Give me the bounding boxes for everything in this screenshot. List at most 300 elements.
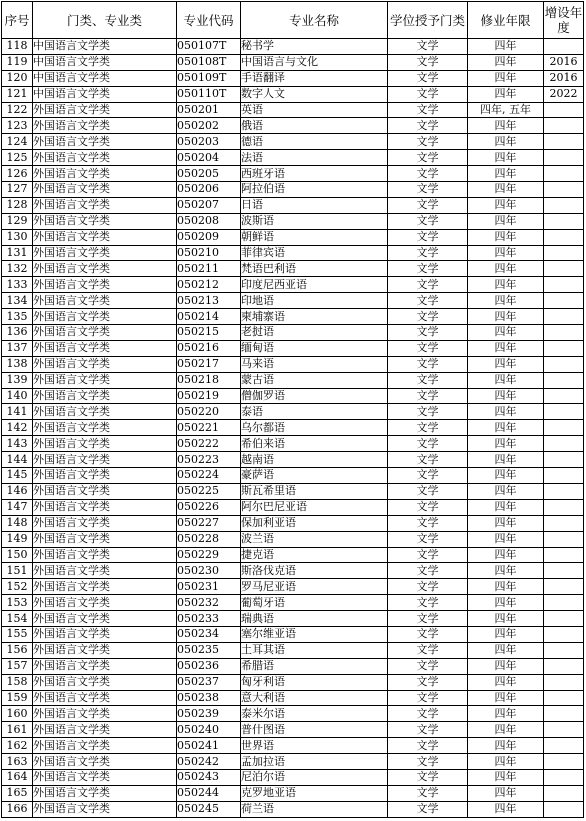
cell-code: 050107T (177, 39, 241, 55)
table-row (2, 277, 584, 293)
cell-code: 050204 (177, 150, 241, 166)
cell-degree: 文学 (388, 658, 468, 674)
table-row (2, 452, 584, 468)
cell-seq: 122 (2, 102, 33, 118)
cell-category: 外国语言文学类 (33, 801, 177, 817)
cell-duration: 四年 (468, 531, 544, 547)
cell-seq: 151 (2, 563, 33, 579)
cell-seq: 128 (2, 197, 33, 213)
cell-code: 050203 (177, 134, 241, 150)
cell-duration: 四年 (468, 340, 544, 356)
cell-seq: 157 (2, 658, 33, 674)
table-row (2, 102, 584, 118)
cell-degree: 文学 (388, 515, 468, 531)
cell-year (544, 658, 584, 674)
cell-duration: 四年 (468, 595, 544, 611)
cell-category: 外国语言文学类 (33, 706, 177, 722)
cell-code: 050210 (177, 245, 241, 261)
cell-code: 050237 (177, 674, 241, 690)
table-row (2, 356, 584, 372)
cell-duration: 四年 (468, 690, 544, 706)
table-row (2, 642, 584, 658)
cell-seq: 146 (2, 483, 33, 499)
cell-code: 050228 (177, 531, 241, 547)
cell-year (544, 769, 584, 785)
cell-degree: 文学 (388, 579, 468, 595)
cell-name: 孟加拉语 (241, 754, 388, 770)
cell-degree: 文学 (388, 452, 468, 468)
table-row (2, 293, 584, 309)
cell-code: 050226 (177, 499, 241, 515)
cell-category: 外国语言文学类 (33, 595, 177, 611)
cell-category: 外国语言文学类 (33, 261, 177, 277)
cell-code: 050109T (177, 70, 241, 86)
cell-category: 外国语言文学类 (33, 611, 177, 627)
table-row (2, 404, 584, 420)
cell-seq: 127 (2, 182, 33, 198)
cell-degree: 文学 (388, 213, 468, 229)
cell-category: 中国语言文学类 (33, 86, 177, 102)
cell-year: 2016 (544, 54, 584, 70)
cell-degree: 文学 (388, 483, 468, 499)
table-row (2, 420, 584, 436)
cell-name: 普什图语 (241, 722, 388, 738)
cell-code: 050235 (177, 642, 241, 658)
cell-category: 外国语言文学类 (33, 754, 177, 770)
cell-seq: 161 (2, 722, 33, 738)
cell-degree: 文学 (388, 309, 468, 325)
cell-degree: 文学 (388, 182, 468, 198)
cell-degree: 文学 (388, 245, 468, 261)
cell-category: 外国语言文学类 (33, 674, 177, 690)
cell-degree: 文学 (388, 356, 468, 372)
table-row (2, 674, 584, 690)
cell-name: 意大利语 (241, 690, 388, 706)
cell-name: 波斯语 (241, 213, 388, 229)
cell-degree: 文学 (388, 229, 468, 245)
cell-degree: 文学 (388, 150, 468, 166)
table-row (2, 785, 584, 801)
table-row (2, 706, 584, 722)
cell-category: 外国语言文学类 (33, 229, 177, 245)
cell-category: 外国语言文学类 (33, 515, 177, 531)
cell-year: 2016 (544, 70, 584, 86)
table-row (2, 261, 584, 277)
cell-category: 中国语言文学类 (33, 54, 177, 70)
cell-degree: 文学 (388, 738, 468, 754)
cell-name: 乌尔都语 (241, 420, 388, 436)
cell-code: 050110T (177, 86, 241, 102)
cell-name: 斯洛伐克语 (241, 563, 388, 579)
cell-year (544, 277, 584, 293)
cell-code: 050217 (177, 356, 241, 372)
table-row (2, 118, 584, 134)
table-row (2, 754, 584, 770)
cell-duration: 四年 (468, 674, 544, 690)
cell-seq: 139 (2, 372, 33, 388)
cell-degree: 文学 (388, 325, 468, 341)
cell-year (544, 229, 584, 245)
cell-duration: 四年 (468, 563, 544, 579)
cell-code: 050232 (177, 595, 241, 611)
cell-year (544, 436, 584, 452)
cell-name: 中国语言与文化 (241, 54, 388, 70)
cell-name: 葡萄牙语 (241, 595, 388, 611)
cell-year (544, 134, 584, 150)
cell-seq: 131 (2, 245, 33, 261)
cell-duration: 四年 (468, 452, 544, 468)
cell-seq: 121 (2, 86, 33, 102)
cell-seq: 118 (2, 39, 33, 55)
cell-seq: 153 (2, 595, 33, 611)
cell-year (544, 293, 584, 309)
cell-code: 050221 (177, 420, 241, 436)
cell-name: 西班牙语 (241, 166, 388, 182)
cell-category: 外国语言文学类 (33, 182, 177, 198)
cell-year (544, 102, 584, 118)
cell-year (544, 642, 584, 658)
table-row (2, 515, 584, 531)
cell-code: 050208 (177, 213, 241, 229)
header-duration: 修业年限 (468, 2, 544, 39)
cell-seq: 125 (2, 150, 33, 166)
cell-year (544, 197, 584, 213)
cell-duration: 四年 (468, 611, 544, 627)
cell-duration: 四年 (468, 150, 544, 166)
cell-degree: 文学 (388, 531, 468, 547)
cell-category: 外国语言文学类 (33, 325, 177, 341)
cell-seq: 148 (2, 515, 33, 531)
table-row (2, 229, 584, 245)
cell-category: 外国语言文学类 (33, 579, 177, 595)
cell-duration: 四年 (468, 468, 544, 484)
cell-code: 050242 (177, 754, 241, 770)
cell-year (544, 690, 584, 706)
cell-duration: 四年 (468, 738, 544, 754)
cell-category: 外国语言文学类 (33, 785, 177, 801)
cell-duration: 四年 (468, 309, 544, 325)
cell-seq: 147 (2, 499, 33, 515)
cell-code: 050236 (177, 658, 241, 674)
cell-degree: 文学 (388, 372, 468, 388)
cell-duration: 四年 (468, 483, 544, 499)
cell-degree: 文学 (388, 674, 468, 690)
table-header (2, 2, 584, 39)
cell-category: 外国语言文学类 (33, 499, 177, 515)
table-row (2, 690, 584, 706)
table-row (2, 54, 584, 70)
table-row (2, 531, 584, 547)
table-row (2, 499, 584, 515)
cell-degree: 文学 (388, 499, 468, 515)
cell-seq: 144 (2, 452, 33, 468)
cell-code: 050213 (177, 293, 241, 309)
table-row (2, 801, 584, 817)
cell-category: 外国语言文学类 (33, 293, 177, 309)
cell-category: 外国语言文学类 (33, 102, 177, 118)
cell-name: 手语翻译 (241, 70, 388, 86)
cell-name: 印地语 (241, 293, 388, 309)
header-category: 门类、专业类 (33, 2, 177, 39)
cell-name: 捷克语 (241, 547, 388, 563)
cell-category: 外国语言文学类 (33, 738, 177, 754)
header-degree: 学位授予门类 (388, 2, 468, 39)
cell-duration: 四年 (468, 801, 544, 817)
cell-year (544, 801, 584, 817)
cell-name: 阿拉伯语 (241, 182, 388, 198)
table-row (2, 595, 584, 611)
cell-seq: 134 (2, 293, 33, 309)
cell-name: 泰米尔语 (241, 706, 388, 722)
cell-seq: 163 (2, 754, 33, 770)
cell-duration: 四年 (468, 356, 544, 372)
cell-degree: 文学 (388, 293, 468, 309)
cell-seq: 130 (2, 229, 33, 245)
cell-name: 阿尔巴尼亚语 (241, 499, 388, 515)
cell-duration: 四年 (468, 706, 544, 722)
cell-degree: 文学 (388, 595, 468, 611)
cell-seq: 135 (2, 309, 33, 325)
cell-year (544, 626, 584, 642)
cell-code: 050207 (177, 197, 241, 213)
cell-duration: 四年 (468, 293, 544, 309)
cell-code: 050211 (177, 261, 241, 277)
cell-year (544, 213, 584, 229)
cell-duration: 四年 (468, 182, 544, 198)
cell-name: 马来语 (241, 356, 388, 372)
cell-duration: 四年 (468, 277, 544, 293)
cell-category: 外国语言文学类 (33, 197, 177, 213)
cell-category: 外国语言文学类 (33, 372, 177, 388)
cell-code: 050212 (177, 277, 241, 293)
cell-name: 豪萨语 (241, 468, 388, 484)
cell-category: 外国语言文学类 (33, 658, 177, 674)
cell-duration: 四年 (468, 658, 544, 674)
cell-seq: 120 (2, 70, 33, 86)
cell-code: 050108T (177, 54, 241, 70)
cell-name: 越南语 (241, 452, 388, 468)
cell-degree: 文学 (388, 118, 468, 134)
cell-seq: 150 (2, 547, 33, 563)
table-row (2, 213, 584, 229)
cell-year (544, 579, 584, 595)
cell-name: 蒙古语 (241, 372, 388, 388)
table-row (2, 86, 584, 102)
cell-seq: 149 (2, 531, 33, 547)
cell-code: 050225 (177, 483, 241, 499)
cell-duration: 四年 (468, 722, 544, 738)
cell-duration: 四年 (468, 166, 544, 182)
cell-code: 050202 (177, 118, 241, 134)
cell-category: 外国语言文学类 (33, 340, 177, 356)
cell-year (544, 356, 584, 372)
cell-name: 希伯来语 (241, 436, 388, 452)
cell-code: 050239 (177, 706, 241, 722)
cell-name: 老挝语 (241, 325, 388, 341)
cell-degree: 文学 (388, 626, 468, 642)
cell-seq: 160 (2, 706, 33, 722)
cell-duration: 四年 (468, 197, 544, 213)
cell-duration: 四年 (468, 388, 544, 404)
cell-name: 菲律宾语 (241, 245, 388, 261)
cell-year (544, 388, 584, 404)
cell-category: 外国语言文学类 (33, 531, 177, 547)
cell-degree: 文学 (388, 611, 468, 627)
cell-seq: 156 (2, 642, 33, 658)
cell-code: 050244 (177, 785, 241, 801)
cell-seq: 166 (2, 801, 33, 817)
cell-duration: 四年 (468, 547, 544, 563)
cell-code: 050205 (177, 166, 241, 182)
cell-name: 英语 (241, 102, 388, 118)
table-row (2, 166, 584, 182)
cell-degree: 文学 (388, 690, 468, 706)
cell-name: 缅甸语 (241, 340, 388, 356)
cell-seq: 165 (2, 785, 33, 801)
cell-name: 德语 (241, 134, 388, 150)
cell-degree: 文学 (388, 801, 468, 817)
cell-duration: 四年 (468, 134, 544, 150)
cell-name: 瑞典语 (241, 611, 388, 627)
cell-name: 印度尼西亚语 (241, 277, 388, 293)
table-row (2, 468, 584, 484)
cell-seq: 141 (2, 404, 33, 420)
cell-degree: 文学 (388, 563, 468, 579)
cell-category: 外国语言文学类 (33, 134, 177, 150)
cell-code: 050206 (177, 182, 241, 198)
cell-seq: 132 (2, 261, 33, 277)
cell-year (544, 531, 584, 547)
header-row (2, 2, 584, 39)
cell-year (544, 261, 584, 277)
cell-name: 匈牙利语 (241, 674, 388, 690)
table-row (2, 197, 584, 213)
cell-code: 050234 (177, 626, 241, 642)
cell-year (544, 309, 584, 325)
cell-year (544, 483, 584, 499)
cell-year (544, 595, 584, 611)
cell-duration: 四年 (468, 404, 544, 420)
cell-seq: 158 (2, 674, 33, 690)
cell-name: 尼泊尔语 (241, 769, 388, 785)
cell-category: 外国语言文学类 (33, 388, 177, 404)
cell-duration: 四年 (468, 325, 544, 341)
cell-year (544, 340, 584, 356)
cell-category: 中国语言文学类 (33, 70, 177, 86)
cell-year (544, 754, 584, 770)
cell-degree: 文学 (388, 70, 468, 86)
cell-duration: 四年 (468, 261, 544, 277)
table-row (2, 309, 584, 325)
cell-code: 050233 (177, 611, 241, 627)
cell-seq: 142 (2, 420, 33, 436)
cell-code: 050240 (177, 722, 241, 738)
cell-degree: 文学 (388, 340, 468, 356)
cell-category: 外国语言文学类 (33, 166, 177, 182)
cell-year (544, 706, 584, 722)
table-row (2, 340, 584, 356)
cell-degree: 文学 (388, 166, 468, 182)
cell-year (544, 499, 584, 515)
cell-name: 保加利亚语 (241, 515, 388, 531)
cell-seq: 152 (2, 579, 33, 595)
cell-category: 外国语言文学类 (33, 245, 177, 261)
cell-degree: 文学 (388, 769, 468, 785)
cell-duration: 四年 (468, 54, 544, 70)
cell-duration: 四年 (468, 499, 544, 515)
cell-duration: 四年 (468, 118, 544, 134)
cell-code: 050214 (177, 309, 241, 325)
cell-duration: 四年 (468, 39, 544, 55)
cell-category: 外国语言文学类 (33, 769, 177, 785)
cell-year (544, 39, 584, 55)
cell-code: 050229 (177, 547, 241, 563)
cell-seq: 119 (2, 54, 33, 70)
cell-degree: 文学 (388, 404, 468, 420)
table-row (2, 150, 584, 166)
cell-seq: 136 (2, 325, 33, 341)
cell-code: 050238 (177, 690, 241, 706)
cell-code: 050231 (177, 579, 241, 595)
cell-category: 外国语言文学类 (33, 150, 177, 166)
table-row (2, 563, 584, 579)
cell-duration: 四年 (468, 420, 544, 436)
cell-duration: 四年 (468, 213, 544, 229)
cell-code: 050224 (177, 468, 241, 484)
cell-degree: 文学 (388, 722, 468, 738)
cell-degree: 文学 (388, 54, 468, 70)
cell-degree: 文学 (388, 754, 468, 770)
table-row (2, 626, 584, 642)
table-body (2, 39, 584, 818)
cell-degree: 文学 (388, 642, 468, 658)
cell-category: 外国语言文学类 (33, 436, 177, 452)
table-row (2, 182, 584, 198)
cell-code: 050209 (177, 229, 241, 245)
cell-seq: 155 (2, 626, 33, 642)
table-row (2, 70, 584, 86)
cell-category: 外国语言文学类 (33, 277, 177, 293)
cell-degree: 文学 (388, 134, 468, 150)
cell-year (544, 785, 584, 801)
cell-category: 外国语言文学类 (33, 356, 177, 372)
cell-year (544, 547, 584, 563)
cell-name: 希腊语 (241, 658, 388, 674)
cell-category: 外国语言文学类 (33, 563, 177, 579)
cell-name: 柬埔寨语 (241, 309, 388, 325)
cell-year (544, 611, 584, 627)
table-row (2, 134, 584, 150)
cell-duration: 四年 (468, 372, 544, 388)
cell-year (544, 420, 584, 436)
cell-category: 外国语言文学类 (33, 626, 177, 642)
table-row (2, 769, 584, 785)
cell-category: 中国语言文学类 (33, 39, 177, 55)
header-seq: 序号 (2, 2, 33, 39)
cell-year (544, 325, 584, 341)
cell-category: 外国语言文学类 (33, 118, 177, 134)
table-row (2, 547, 584, 563)
cell-duration: 四年 (468, 754, 544, 770)
cell-code: 050215 (177, 325, 241, 341)
table-row (2, 483, 584, 499)
cell-duration: 四年 (468, 785, 544, 801)
cell-code: 050201 (177, 102, 241, 118)
table-row (2, 388, 584, 404)
cell-duration: 四年 (468, 579, 544, 595)
cell-name: 泰语 (241, 404, 388, 420)
cell-degree: 文学 (388, 86, 468, 102)
